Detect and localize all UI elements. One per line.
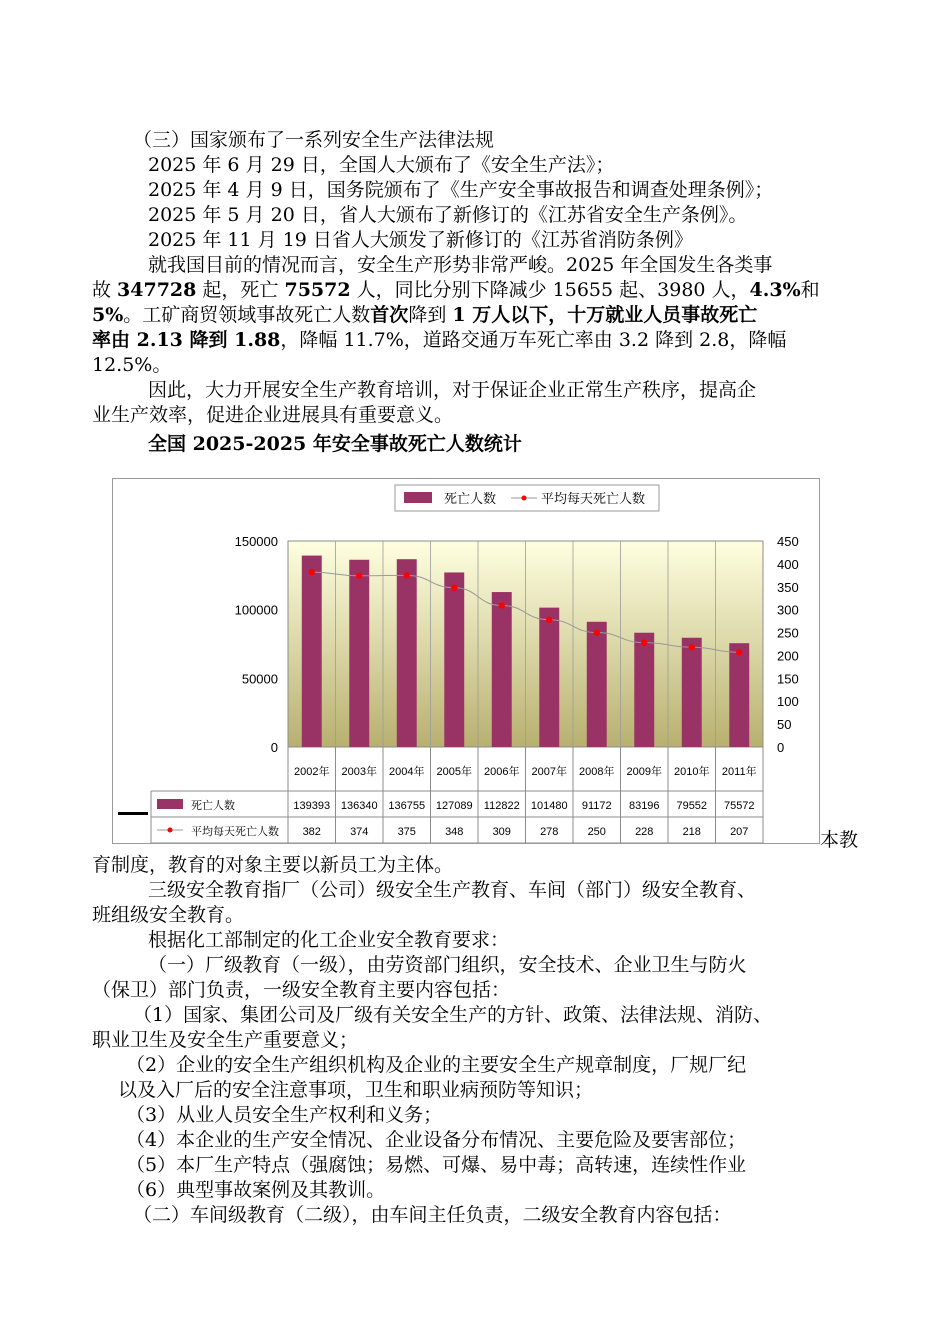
rate-decline: 率由 2.13 降到 1.88: [92, 329, 281, 351]
table-value: 218: [682, 826, 701, 838]
content-item-2-line-1: （2）企业的安全生产组织机构及企业的主要安全生产规章制度，厂规厂纪: [126, 1054, 747, 1076]
below-ten-thousand: 1 万人以下，十万就业人员事故死亡: [452, 304, 758, 326]
table-value: 127089: [435, 800, 473, 812]
line-point: [499, 602, 505, 608]
chart-legend: [395, 485, 659, 511]
bar: [492, 592, 512, 747]
content-item-1-line-2: 职业卫生及安全生产重要意义；: [92, 1029, 359, 1051]
category-label: 2011年: [721, 766, 757, 778]
chart-canvas: [113, 479, 819, 843]
category-label: 2009年: [626, 766, 662, 778]
table-series-name: 平均每天死亡人数: [191, 826, 279, 838]
category-label: 2006年: [484, 766, 520, 778]
content-item-2-line-2: 以及入厂后的安全注意事项，卫生和职业病预防等知识；: [118, 1079, 594, 1101]
right-axis-tick-label: 0: [777, 740, 785, 755]
decrease-percent-2: 5%: [92, 304, 124, 326]
situation-paragraph-line-4: [92, 328, 786, 352]
category-label: 2004年: [389, 766, 425, 778]
line-point: [309, 569, 315, 575]
text-span: ，降幅 11.7%，道路交通万车死亡率由 3.2 降到 2.8，降幅: [280, 329, 787, 351]
content-item-6: （6）典型事故案例及其教训。: [126, 1179, 386, 1201]
category-label: 2005年: [436, 766, 472, 778]
table-value: 309: [492, 826, 511, 838]
accident-count: 347728: [117, 279, 197, 301]
right-axis-tick-label: 300: [777, 602, 799, 618]
legend-label-deaths: 死亡人数: [444, 492, 497, 507]
table-bar-swatch: [157, 799, 183, 809]
workshop-level-intro: （二）车间级教育（二级），由车间主任负责，二级安全教育内容包括：: [133, 1204, 732, 1226]
right-axis-tick-label: 400: [777, 556, 799, 572]
law-item-safety-law: 2025 年 6 月 29 日，全国人大颁布了《安全生产法》；: [148, 154, 615, 176]
content-item-5: （5）本厂生产特点（强腐蚀；易燃、可爆、易中毒；高转速，连续性作业: [126, 1154, 747, 1176]
text-span: 降到: [408, 304, 453, 326]
factory-level-line-2: （保卫）部门负责，一级安全教育主要内容包括：: [92, 979, 511, 1001]
education-paragraph-tail: 本教: [820, 829, 859, 851]
law-item-jiangsu-safety-regulation: 2025 年 5 月 20 日，省人大颁布了新修订的《江苏省安全生产条例》。: [148, 204, 748, 226]
legend-label-daily-deaths: 平均每天死亡人数: [541, 492, 646, 507]
law-item-accident-regulation: 2025 年 4 月 9 日，国务院颁布了《生产安全事故报告和调查处理条例》；: [148, 179, 774, 201]
table-value: 375: [397, 826, 416, 838]
left-axis-tick-label: 0: [270, 740, 278, 755]
bar: [349, 560, 369, 747]
situation-paragraph-line-3: [92, 303, 757, 327]
bar: [539, 608, 559, 747]
requirements-intro: 根据化工部制定的化工企业安全教育要求：: [148, 929, 510, 951]
category-label: 2008年: [579, 766, 615, 778]
factory-level-line-1: （一）厂级教育（一级），由劳资部门组织，安全技术、企业卫生与防火: [148, 954, 747, 976]
content-item-3: （3）从业人员安全生产权利和义务；: [126, 1104, 443, 1126]
left-axis: [235, 534, 278, 755]
education-paragraph-line: 育制度，教育的对象主要以新员工为主体。: [92, 854, 454, 876]
category-label: 2010年: [674, 766, 710, 778]
content-item-1-line-1: （1）国家、集团公司及厂级有关安全生产的方针、政策、法律法规、消防、: [133, 1004, 773, 1026]
table-value: 136755: [388, 800, 426, 812]
chart-heading: 全国 2025-2025 年安全事故死亡人数统计: [148, 433, 522, 455]
line-point: [451, 584, 457, 590]
category-label: 2007年: [531, 766, 567, 778]
category-label: 2003年: [341, 766, 377, 778]
legend-bar-swatch: [404, 492, 432, 503]
table-value: 139393: [293, 800, 331, 812]
right-axis-tick-label: 200: [777, 648, 799, 664]
right-axis-tick-label: 150: [777, 671, 799, 687]
chart-data-table: [151, 747, 763, 843]
three-level-education-line-2: 班组级安全教育。: [92, 904, 245, 926]
table-value: 75572: [723, 800, 755, 812]
right-axis-tick-label: 100: [777, 694, 799, 710]
table-value: 83196: [628, 800, 660, 812]
decrease-percent: 4.3%: [749, 279, 801, 301]
category-label: 2002年: [294, 766, 330, 778]
table-value: 382: [302, 826, 321, 838]
line-point: [641, 639, 647, 645]
table-value: 228: [635, 826, 654, 838]
table-value: 101480: [530, 800, 568, 812]
left-axis-tick-label: 150000: [234, 534, 278, 549]
text-span: 起，死亡: [196, 279, 285, 301]
first-time: 首次: [370, 304, 409, 326]
text-span: 。工矿商贸领域事故死亡人数: [123, 304, 371, 326]
table-value: 207: [730, 826, 749, 838]
content-item-4: （4）本企业的生产安全情况、企业设备分布情况、主要危险及要害部位；: [126, 1129, 747, 1151]
situation-paragraph-line-1: 就我国目前的情况而言，安全生产形势非常严峻。2025 年全国发生各类事: [148, 254, 773, 276]
table-series-name: 死亡人数: [191, 800, 235, 812]
left-axis-tick-label: 100000: [234, 602, 278, 618]
conclusion-paragraph-line-2: 业生产效率，促进企业进展具有重要意义。: [92, 404, 454, 426]
table-value: 250: [587, 826, 606, 838]
table-value: 112822: [483, 800, 520, 812]
line-point: [546, 617, 552, 623]
table-value: 79552: [676, 800, 708, 812]
partially-hidden-text-marker: [118, 812, 148, 815]
right-axis: [777, 534, 799, 755]
table-value: 374: [350, 826, 369, 838]
bar: [634, 633, 654, 747]
legend-marker: [522, 496, 527, 501]
right-axis-tick-label: 250: [777, 625, 799, 641]
right-axis-tick-label: 350: [777, 579, 799, 595]
line-point: [404, 572, 410, 578]
death-count: 75572: [284, 279, 351, 301]
table-value: 348: [445, 826, 464, 838]
right-axis-tick-label: 50: [777, 717, 792, 733]
bar: [729, 643, 749, 747]
bar: [444, 572, 464, 747]
line-point: [356, 573, 362, 579]
line-point: [689, 644, 695, 650]
situation-paragraph-line-2: [92, 278, 820, 302]
bar: [397, 559, 417, 747]
table-marker-swatch: [168, 828, 173, 833]
bar: [682, 638, 702, 747]
table-value: 136340: [340, 800, 378, 812]
right-axis-tick-label: 450: [777, 534, 799, 549]
three-level-education-line-1: 三级安全教育指厂（公司）级安全生产教育、车间（部门）级安全教育、: [148, 879, 757, 901]
section-heading-laws: （三）国家颁布了一系列安全生产法律法规: [133, 129, 495, 151]
conclusion-paragraph-line-1: 因此，大力开展安全生产教育培训，对于保证企业正常生产秩序，提高企: [148, 379, 757, 401]
accident-death-chart: [112, 478, 820, 844]
left-axis-tick-label: 50000: [241, 671, 278, 687]
text-span: 人，同比分别下降减少 15655 起、3980 人，: [350, 279, 750, 301]
text-span: 和: [800, 279, 820, 301]
line-point: [594, 629, 600, 635]
line-point: [736, 649, 742, 655]
text-span: 故: [92, 279, 118, 301]
situation-paragraph-line-5: 12.5%。: [92, 354, 172, 376]
table-value: 91172: [581, 800, 612, 812]
bar: [587, 622, 607, 747]
bar: [302, 556, 322, 747]
law-item-jiangsu-fire-regulation: 2025 年 11 月 19 日省人大颁发了新修订的《江苏省消防条例》: [148, 229, 693, 251]
table-value: 278: [540, 826, 559, 838]
